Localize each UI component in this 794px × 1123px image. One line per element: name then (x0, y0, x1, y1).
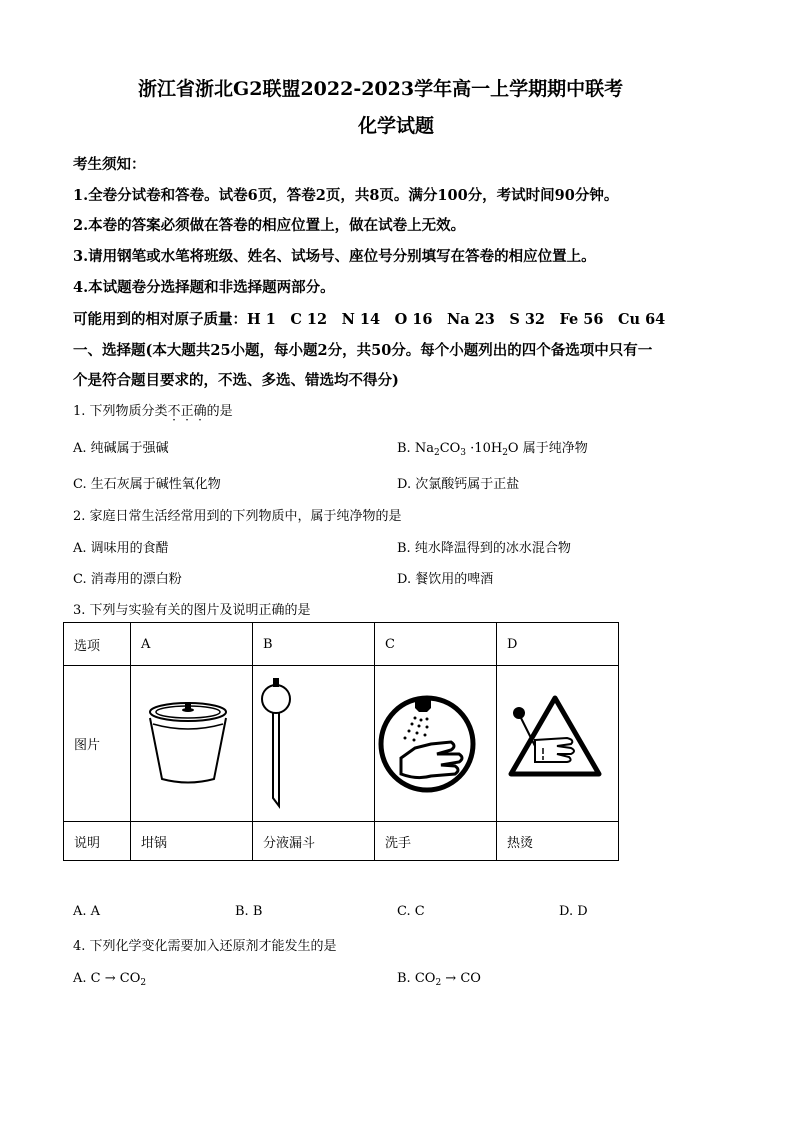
table-cell: B (253, 623, 375, 666)
table-cell: 图片 (64, 666, 131, 822)
subscript: 2 (433, 448, 440, 458)
page-title: 浙江省浙北G2联盟2022-2023学年高一上学期期中联考 (138, 78, 624, 100)
q2-option-b: B. 纯水降温得到的冰水混合物 (397, 541, 571, 556)
table-row (64, 822, 619, 861)
notice-heading: 考生须知： (73, 156, 146, 173)
page-subtitle: 化学试题 (358, 115, 435, 137)
formula-part: A. C → CO (73, 971, 141, 986)
question-4-stem: 4. 下列化学变化需要加入还原剂才能发生的是 (73, 939, 337, 954)
separatory-funnel-icon (253, 666, 364, 821)
q3-option-b: B. B (235, 904, 263, 919)
table-cell: D (497, 623, 619, 666)
q4-option-b (397, 971, 481, 986)
notice-item-1: 1.全卷分试卷和答卷。试卷6页，答卷2页，共8页。满分100分，考试时间90分钟。 (73, 187, 619, 204)
formula-part: CO (439, 441, 461, 456)
section-heading-line1: 一、选择题(本大题共25小题，每小题2分，共50分。每个小题列出的四个备选项中只有一 (73, 342, 653, 359)
hand-wash-icon (375, 666, 486, 821)
q1-option-a: A. 纯碱属于强碱 (73, 441, 169, 456)
formula-part: B. CO (397, 971, 436, 986)
formula-part: ·10H (466, 441, 503, 456)
subscript: 2 (502, 448, 508, 458)
question-1-stem (73, 400, 233, 419)
notice-item-3: 3.请用钢笔或水笔将班级、姓名、试场号、座位号分别填写在答卷的相应位置上。 (73, 248, 596, 265)
q2-option-d: D. 餐饮用的啤酒 (397, 572, 494, 587)
table-cell: 选项 (64, 623, 131, 666)
table-cell (375, 666, 497, 822)
subscript: 2 (435, 978, 442, 988)
q3-option-a: A. A (73, 904, 101, 919)
emphasis-char: 不 (167, 404, 181, 419)
q1-option-c: C. 生石灰属于碱性氧化物 (73, 477, 221, 492)
question-3-stem: 3. 下列与实验有关的图片及说明正确的是 (73, 603, 311, 618)
stem-text: 的是 (206, 404, 233, 419)
formula-part: O 属于纯净物 (507, 441, 588, 456)
table-cell: 热烫 (497, 822, 619, 861)
table-cell (497, 666, 619, 822)
question-2-stem: 2. 家庭日常生活经常用到的下列物质中，属于纯净物的是 (73, 509, 402, 524)
section-heading-line2: 个是符合题目要求的，不选、多选、错选均不得分) (73, 372, 399, 389)
table-cell: A (131, 623, 253, 666)
emphasis-char: 确 (193, 404, 207, 419)
emphasis-char: 正 (180, 404, 194, 419)
q2-option-a: A. 调味用的食醋 (73, 541, 169, 556)
notice-item-2: 2.本卷的答案必须做在答卷的相应位置上，做在试卷上无效。 (73, 217, 466, 234)
q3-option-c: C. C (397, 904, 425, 919)
notice-item-4: 4.本试题卷分选择题和非选择题两部分。 (73, 279, 335, 296)
q3-table (63, 622, 619, 861)
q1-option-d: D. 次氯酸钙属于正盐 (397, 477, 520, 492)
q1-option-b (397, 437, 588, 456)
subscript: 2 (140, 978, 147, 988)
table-cell: 坩锅 (131, 822, 253, 861)
q2-option-c: C. 消毒用的漂白粉 (73, 572, 182, 587)
formula-part: B. Na (397, 441, 434, 456)
q4-option-a (73, 971, 146, 986)
formula-part: → CO (441, 971, 481, 986)
stem-text: 1. 下列物质分类 (73, 404, 168, 419)
table-cell (253, 666, 375, 822)
crucible-icon (131, 666, 242, 821)
q3-option-d: D. D (559, 904, 588, 919)
table-cell: 分液漏斗 (253, 822, 375, 861)
hot-surface-icon (497, 666, 608, 821)
table-row (64, 623, 619, 666)
subscript: 3 (460, 448, 467, 458)
table-cell: 洗手 (375, 822, 497, 861)
table-cell: C (375, 623, 497, 666)
table-cell (131, 666, 253, 822)
table-row (64, 666, 619, 822)
table-cell: 说明 (64, 822, 131, 861)
atomic-masses: 可能用到的相对原子质量：H 1 C 12 N 14 O 16 Na 23 S 32 Fe 56 Cu 64 (73, 311, 666, 328)
